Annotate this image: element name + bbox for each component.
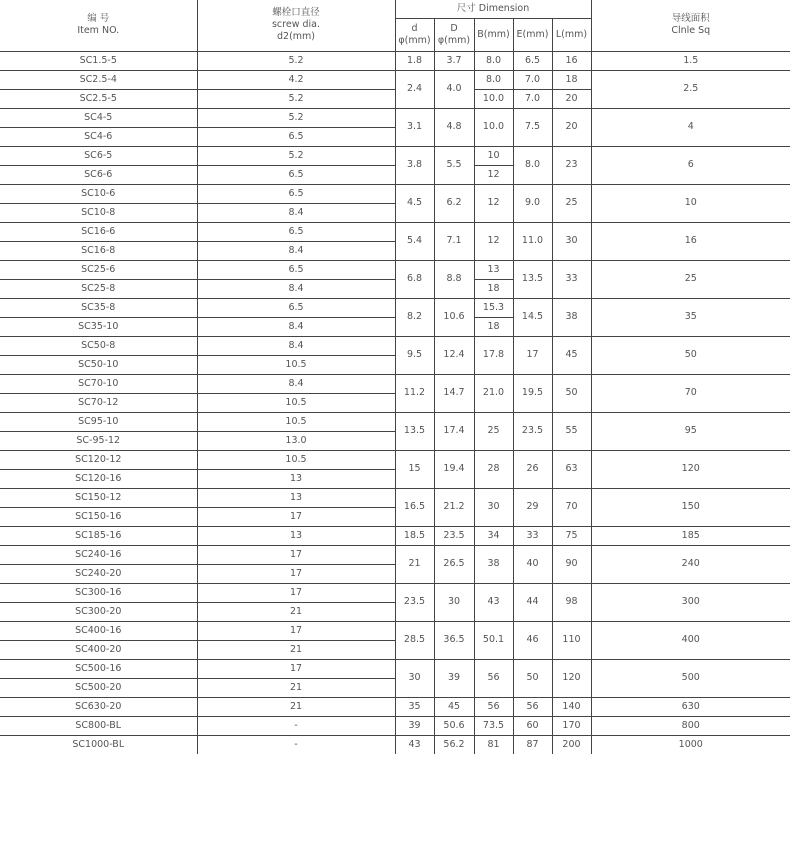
d-cell: 9.5 (395, 336, 434, 374)
d-cell: 35 (395, 697, 434, 716)
item-no-cell: SC95-10 (0, 412, 197, 431)
table-row (0, 108, 790, 127)
item-no-cell: SC400-20 (0, 640, 197, 659)
b-cell: 21.0 (474, 374, 513, 412)
screw-dia-cell: 8.4 (197, 374, 395, 393)
b-cell: 12 (474, 222, 513, 260)
cable-section-cell: 630 (591, 697, 790, 716)
header-item-no (0, 0, 197, 51)
header-D (434, 18, 474, 51)
screw-dia-cell: 6.5 (197, 222, 395, 241)
header-item-no-en: Item NO. (77, 25, 120, 37)
table-row (0, 412, 790, 431)
cable-section-cell: 800 (591, 716, 790, 735)
table-row (0, 450, 790, 469)
d-cell: 23.5 (395, 583, 434, 621)
cable-section-cell: 120 (591, 450, 790, 488)
l-cell: 120 (552, 659, 591, 697)
item-no-cell: SC120-12 (0, 450, 197, 469)
cable-section-cell: 10 (591, 184, 790, 222)
item-no-cell: SC25-6 (0, 260, 197, 279)
table-row (0, 298, 790, 317)
table-row (0, 70, 790, 89)
header-B: B(mm) (474, 18, 513, 51)
b-cell: 43 (474, 583, 513, 621)
cable-section-cell: 500 (591, 659, 790, 697)
screw-dia-cell: 13.0 (197, 431, 395, 450)
b-cell: 10 (474, 146, 513, 165)
D-cell: 39 (434, 659, 474, 697)
D-cell: 4.0 (434, 70, 474, 108)
l-cell: 16 (552, 51, 591, 70)
cable-section-cell: 16 (591, 222, 790, 260)
header-E: E(mm) (513, 18, 552, 51)
table-row (0, 583, 790, 602)
b-cell: 15.3 (474, 298, 513, 317)
header-section-cn: 导线面积 (671, 13, 710, 25)
table-row (0, 526, 790, 545)
e-cell: 50 (513, 659, 552, 697)
item-no-cell: SC300-20 (0, 602, 197, 621)
item-no-cell: SC150-12 (0, 488, 197, 507)
D-cell: 45 (434, 697, 474, 716)
screw-dia-cell: 10.5 (197, 393, 395, 412)
cable-section-cell: 6 (591, 146, 790, 184)
d-cell: 2.4 (395, 70, 434, 108)
cable-section-cell: 95 (591, 412, 790, 450)
l-cell: 33 (552, 260, 591, 298)
header-L: L(mm) (552, 18, 591, 51)
screw-dia-cell: 13 (197, 488, 395, 507)
item-no-cell: SC2.5-5 (0, 89, 197, 108)
D-cell: 7.1 (434, 222, 474, 260)
e-cell: 46 (513, 621, 552, 659)
e-cell: 14.5 (513, 298, 552, 336)
e-cell: 44 (513, 583, 552, 621)
screw-dia-cell: 6.5 (197, 298, 395, 317)
e-cell: 17 (513, 336, 552, 374)
e-cell: 7.0 (513, 70, 552, 89)
screw-dia-cell: 6.5 (197, 184, 395, 203)
header-d-line1: d (411, 22, 418, 34)
d-cell: 13.5 (395, 412, 434, 450)
l-cell: 75 (552, 526, 591, 545)
item-no-cell: SC630-20 (0, 697, 197, 716)
header-section-en: Clnle Sq (671, 25, 711, 37)
header-dimension: 尺寸 Dimension (395, 0, 591, 18)
d-cell: 21 (395, 545, 434, 583)
cable-section-cell: 185 (591, 526, 790, 545)
e-cell: 26 (513, 450, 552, 488)
cable-section-cell: 300 (591, 583, 790, 621)
D-cell: 8.8 (434, 260, 474, 298)
table-row (0, 184, 790, 203)
e-cell: 7.5 (513, 108, 552, 146)
item-no-cell: SC150-16 (0, 507, 197, 526)
item-no-cell: SC300-16 (0, 583, 197, 602)
header-d-line2: φ(mm) (398, 34, 431, 46)
table-row (0, 716, 790, 735)
screw-dia-cell: 5.2 (197, 146, 395, 165)
table-row (0, 222, 790, 241)
header-screw-cn: 螺栓口直径 (272, 7, 320, 19)
screw-dia-cell: 8.4 (197, 241, 395, 260)
l-cell: 50 (552, 374, 591, 412)
l-cell: 23 (552, 146, 591, 184)
e-cell: 19.5 (513, 374, 552, 412)
b-cell: 12 (474, 184, 513, 222)
item-no-cell: SC1.5-5 (0, 51, 197, 70)
item-no-cell: SC16-6 (0, 222, 197, 241)
d-cell: 4.5 (395, 184, 434, 222)
header-cable-section (591, 0, 790, 51)
e-cell: 40 (513, 545, 552, 583)
item-no-cell: SC50-10 (0, 355, 197, 374)
table-row (0, 621, 790, 640)
screw-dia-cell: 10.5 (197, 412, 395, 431)
item-no-cell: SC120-16 (0, 469, 197, 488)
item-no-cell: SC185-16 (0, 526, 197, 545)
item-no-cell: SC70-10 (0, 374, 197, 393)
table-row (0, 146, 790, 165)
screw-dia-cell: 6.5 (197, 260, 395, 279)
d-cell: 43 (395, 735, 434, 754)
e-cell: 87 (513, 735, 552, 754)
D-cell: 6.2 (434, 184, 474, 222)
b-cell: 8.0 (474, 51, 513, 70)
screw-dia-cell: 21 (197, 640, 395, 659)
e-cell: 13.5 (513, 260, 552, 298)
screw-dia-cell: 8.4 (197, 279, 395, 298)
b-cell: 34 (474, 526, 513, 545)
table-row (0, 260, 790, 279)
screw-dia-cell: 17 (197, 545, 395, 564)
D-cell: 21.2 (434, 488, 474, 526)
e-cell: 7.0 (513, 89, 552, 108)
D-cell: 50.6 (434, 716, 474, 735)
D-cell: 14.7 (434, 374, 474, 412)
cable-section-cell: 400 (591, 621, 790, 659)
l-cell: 45 (552, 336, 591, 374)
screw-dia-cell: 13 (197, 526, 395, 545)
D-cell: 4.8 (434, 108, 474, 146)
l-cell: 70 (552, 488, 591, 526)
item-no-cell: SC-95-12 (0, 431, 197, 450)
l-cell: 55 (552, 412, 591, 450)
D-cell: 12.4 (434, 336, 474, 374)
cable-section-cell: 4 (591, 108, 790, 146)
screw-dia-cell: 17 (197, 659, 395, 678)
item-no-cell: SC6-5 (0, 146, 197, 165)
item-no-cell: SC35-10 (0, 317, 197, 336)
screw-dia-cell: 13 (197, 469, 395, 488)
b-cell: 73.5 (474, 716, 513, 735)
b-cell: 10.0 (474, 108, 513, 146)
header-D-line1: D (450, 22, 458, 34)
l-cell: 20 (552, 89, 591, 108)
screw-dia-cell: 17 (197, 583, 395, 602)
D-cell: 3.7 (434, 51, 474, 70)
header-screw-dia (197, 0, 395, 51)
screw-dia-cell: 21 (197, 678, 395, 697)
table-row (0, 374, 790, 393)
item-no-cell: SC1000-BL (0, 735, 197, 754)
screw-dia-cell: 8.4 (197, 317, 395, 336)
l-cell: 18 (552, 70, 591, 89)
D-cell: 30 (434, 583, 474, 621)
b-cell: 12 (474, 165, 513, 184)
d-cell: 15 (395, 450, 434, 488)
item-no-cell: SC6-6 (0, 165, 197, 184)
screw-dia-cell: 6.5 (197, 165, 395, 184)
table-row (0, 488, 790, 507)
table-row (0, 735, 790, 754)
header-screw-en1: screw dia. (271, 19, 320, 31)
item-no-cell: SC10-8 (0, 203, 197, 222)
table-body (0, 51, 790, 754)
b-cell: 25 (474, 412, 513, 450)
e-cell: 11.0 (513, 222, 552, 260)
D-cell: 26.5 (434, 545, 474, 583)
b-cell: 8.0 (474, 70, 513, 89)
cable-section-cell: 1.5 (591, 51, 790, 70)
screw-dia-cell: 10.5 (197, 355, 395, 374)
b-cell: 38 (474, 545, 513, 583)
D-cell: 56.2 (434, 735, 474, 754)
e-cell: 8.0 (513, 146, 552, 184)
e-cell: 33 (513, 526, 552, 545)
cable-section-cell: 35 (591, 298, 790, 336)
item-no-cell: SC16-8 (0, 241, 197, 260)
l-cell: 20 (552, 108, 591, 146)
cable-section-cell: 2.5 (591, 70, 790, 108)
b-cell: 56 (474, 659, 513, 697)
D-cell: 17.4 (434, 412, 474, 450)
header-d (395, 18, 434, 51)
b-cell: 56 (474, 697, 513, 716)
D-cell: 23.5 (434, 526, 474, 545)
D-cell: 5.5 (434, 146, 474, 184)
d-cell: 1.8 (395, 51, 434, 70)
screw-dia-cell: 6.5 (197, 127, 395, 146)
header-item-no-cn: 编 号 (87, 13, 110, 25)
b-cell: 10.0 (474, 89, 513, 108)
item-no-cell: SC400-16 (0, 621, 197, 640)
cable-section-cell: 1000 (591, 735, 790, 754)
l-cell: 110 (552, 621, 591, 659)
l-cell: 63 (552, 450, 591, 488)
cable-section-cell: 150 (591, 488, 790, 526)
screw-dia-cell: 8.4 (197, 336, 395, 355)
e-cell: 9.0 (513, 184, 552, 222)
header-D-line2: φ(mm) (437, 34, 471, 46)
cable-section-cell: 50 (591, 336, 790, 374)
screw-dia-cell: 17 (197, 564, 395, 583)
item-no-cell: SC4-6 (0, 127, 197, 146)
l-cell: 38 (552, 298, 591, 336)
header-screw-en2: d2(mm) (277, 31, 315, 43)
item-no-cell: SC50-8 (0, 336, 197, 355)
screw-dia-cell: - (197, 735, 395, 754)
b-cell: 13 (474, 260, 513, 279)
screw-dia-cell: 5.2 (197, 108, 395, 127)
d-cell: 8.2 (395, 298, 434, 336)
cable-section-cell: 25 (591, 260, 790, 298)
l-cell: 25 (552, 184, 591, 222)
item-no-cell: SC500-16 (0, 659, 197, 678)
b-cell: 18 (474, 317, 513, 336)
screw-dia-cell: 17 (197, 621, 395, 640)
e-cell: 6.5 (513, 51, 552, 70)
screw-dia-cell: 17 (197, 507, 395, 526)
item-no-cell: SC2.5-4 (0, 70, 197, 89)
e-cell: 56 (513, 697, 552, 716)
item-no-cell: SC240-16 (0, 545, 197, 564)
cable-section-cell: 240 (591, 545, 790, 583)
d-cell: 28.5 (395, 621, 434, 659)
d-cell: 6.8 (395, 260, 434, 298)
screw-dia-cell: 8.4 (197, 203, 395, 222)
D-cell: 19.4 (434, 450, 474, 488)
screw-dia-cell: 5.2 (197, 51, 395, 70)
l-cell: 200 (552, 735, 591, 754)
l-cell: 30 (552, 222, 591, 260)
b-cell: 81 (474, 735, 513, 754)
d-cell: 30 (395, 659, 434, 697)
l-cell: 170 (552, 716, 591, 735)
item-no-cell: SC500-20 (0, 678, 197, 697)
d-cell: 11.2 (395, 374, 434, 412)
table-row (0, 659, 790, 678)
item-no-cell: SC70-12 (0, 393, 197, 412)
d-cell: 5.4 (395, 222, 434, 260)
d-cell: 3.8 (395, 146, 434, 184)
item-no-cell: SC240-20 (0, 564, 197, 583)
e-cell: 29 (513, 488, 552, 526)
table-row (0, 697, 790, 716)
b-cell: 28 (474, 450, 513, 488)
item-no-cell: SC10-6 (0, 184, 197, 203)
b-cell: 30 (474, 488, 513, 526)
screw-dia-cell: 5.2 (197, 89, 395, 108)
d-cell: 39 (395, 716, 434, 735)
item-no-cell: SC25-8 (0, 279, 197, 298)
e-cell: 23.5 (513, 412, 552, 450)
item-no-cell: SC4-5 (0, 108, 197, 127)
screw-dia-cell: 4.2 (197, 70, 395, 89)
b-cell: 18 (474, 279, 513, 298)
screw-dia-cell: 10.5 (197, 450, 395, 469)
d-cell: 18.5 (395, 526, 434, 545)
d-cell: 16.5 (395, 488, 434, 526)
l-cell: 90 (552, 545, 591, 583)
l-cell: 98 (552, 583, 591, 621)
screw-dia-cell: 21 (197, 697, 395, 716)
cable-section-cell: 70 (591, 374, 790, 412)
d-cell: 3.1 (395, 108, 434, 146)
item-no-cell: SC35-8 (0, 298, 197, 317)
D-cell: 10.6 (434, 298, 474, 336)
screw-dia-cell: 21 (197, 602, 395, 621)
D-cell: 36.5 (434, 621, 474, 659)
table-row (0, 336, 790, 355)
item-no-cell: SC800-BL (0, 716, 197, 735)
l-cell: 140 (552, 697, 591, 716)
b-cell: 50.1 (474, 621, 513, 659)
screw-dia-cell: - (197, 716, 395, 735)
b-cell: 17.8 (474, 336, 513, 374)
e-cell: 60 (513, 716, 552, 735)
table-row (0, 545, 790, 564)
table-row (0, 51, 790, 70)
